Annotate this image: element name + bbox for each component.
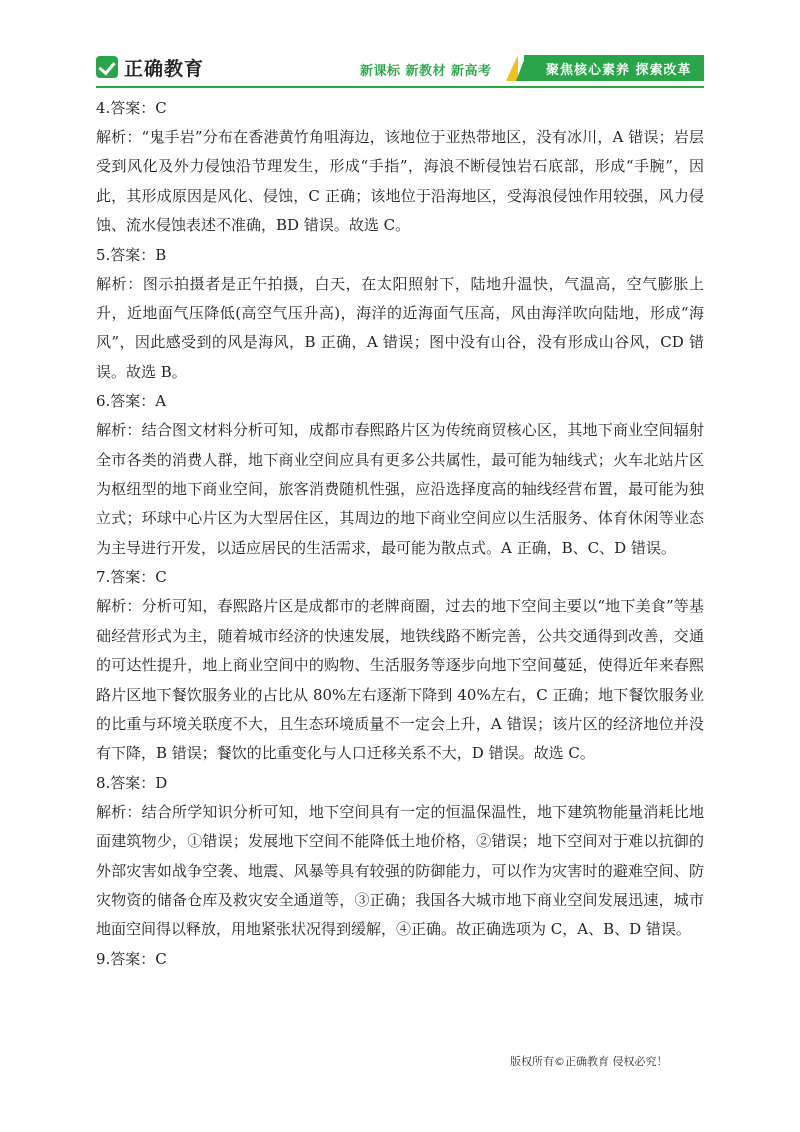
brand-logo	[96, 52, 204, 82]
answer-item	[96, 387, 704, 563]
explanation-text: 解析：“鬼手岩”分布在香港黄竹角咀海边，该地位于亚热带地区，没有冰川，A 错误；岩层受到风化及外力侵蚀沿节理发生，形成“手指”，海浪不断侵蚀岩石底部，形成“手腕”，因此，其形成原因是风化、侵蚀，C 正确；该地位于沿海地区，受海浪侵蚀作用较强，风力侵蚀、流水侵蚀表述不准确，BD 错误。故选 C。	[96, 128, 704, 235]
answer-item	[96, 769, 704, 945]
explanation-text: 解析：分析可知，春熙路片区是成都市的老牌商圈，过去的地下空间主要以“地下美食”等基础经营形式为主，随着城市经济的快速发展，地铁线路不断完善，公共交通得到改善，交通的可达性提升，地上商业空间中的购物、生活服务等逐步向地下空间蔓延，使得近年来春熙路片区地下餐饮服务业的占比从 80%左右逐渐下降到 40%左右，C 正确；地下餐饮服务业的比重与环境关联度不大，且生态环境质量不一定会上升，A 错误；该片区的经济地位并没有下降，B 错误；餐饮的比重变化与人口迁移关系不大，D 错误。故选 C。	[96, 597, 704, 763]
copyright-footer: 版权所有©正确教育 侵权必究！	[510, 1055, 668, 1068]
answer-item	[96, 563, 704, 768]
explanation-text: 解析：结合所学知识分析可知，地下空间具有一定的恒温保温性，地下建筑物能量消耗比地面建筑物少，①错误；发展地下空间不能降低土地价格，②错误；地下空间对于难以抗御的外部灾害如战争空袭、地震、风暴等具有较强的防御能力，可以作为灾害时的避难空间、防灾物资的储备仓库及救灾安全通道等，③正确；我国各大城市地下商业空间发展迅速，城市地面空间得以释放，用地紧张状况得到缓解，④正确。故正确选项为 C，A、B、D 错误。	[96, 802, 704, 939]
answer-line: 6.答案：A	[96, 392, 167, 411]
ribbon-label: 聚焦核心素养 探索改革	[546, 63, 692, 78]
header-divider	[96, 86, 704, 88]
explanation-text: 解析：结合图文材料分析可知，成都市春熙路片区为传统商贸核心区，其地下商业空间辐射全市各类的消费人群，地下商业空间应具有更多公共属性，最可能为轴线式；火车北站片区为枢纽型的地下商业空间，旅客消费随机性强，应沿选择度高的轴线经营布置，最可能为独立式；环球中心片区为大型居住区，其周边的地下商业空间应以生活服务、体育休闲等业态为主导进行开发，以适应居民的生活需求，最可能为散点式。A 正确，B、C、D 错误。	[96, 421, 704, 557]
answer-line: 4.答案：C	[96, 99, 167, 117]
checkmark-icon	[96, 56, 118, 78]
header-ribbon	[506, 55, 704, 81]
page-header	[0, 0, 800, 88]
answer-item	[96, 945, 704, 974]
answer-item	[96, 241, 704, 388]
brand-name: 正确教育	[124, 57, 205, 80]
header-tagline: 新课标 新教材 新高考	[360, 64, 492, 79]
answer-line: 9.答案：C	[96, 949, 167, 968]
answer-content	[96, 94, 704, 974]
explanation-text: 解析：图示拍摄者是正午拍摄，白天，在太阳照射下，陆地升温快，气温高，空气膨胀上升，近地面气压降低(高空气压升高)，海洋的近海面气压高，风由海洋吹向陆地，形成“海风”，因此感受到的风是海风，B 正确，A 错误；图中没有山谷，没有形成山谷风，CD 错误。故选 B。	[96, 274, 704, 381]
answer-line: 7.答案：C	[96, 568, 167, 587]
answer-line: 8.答案：D	[96, 773, 168, 792]
answer-item	[96, 94, 704, 241]
answer-line: 5.答案：B	[96, 245, 167, 264]
